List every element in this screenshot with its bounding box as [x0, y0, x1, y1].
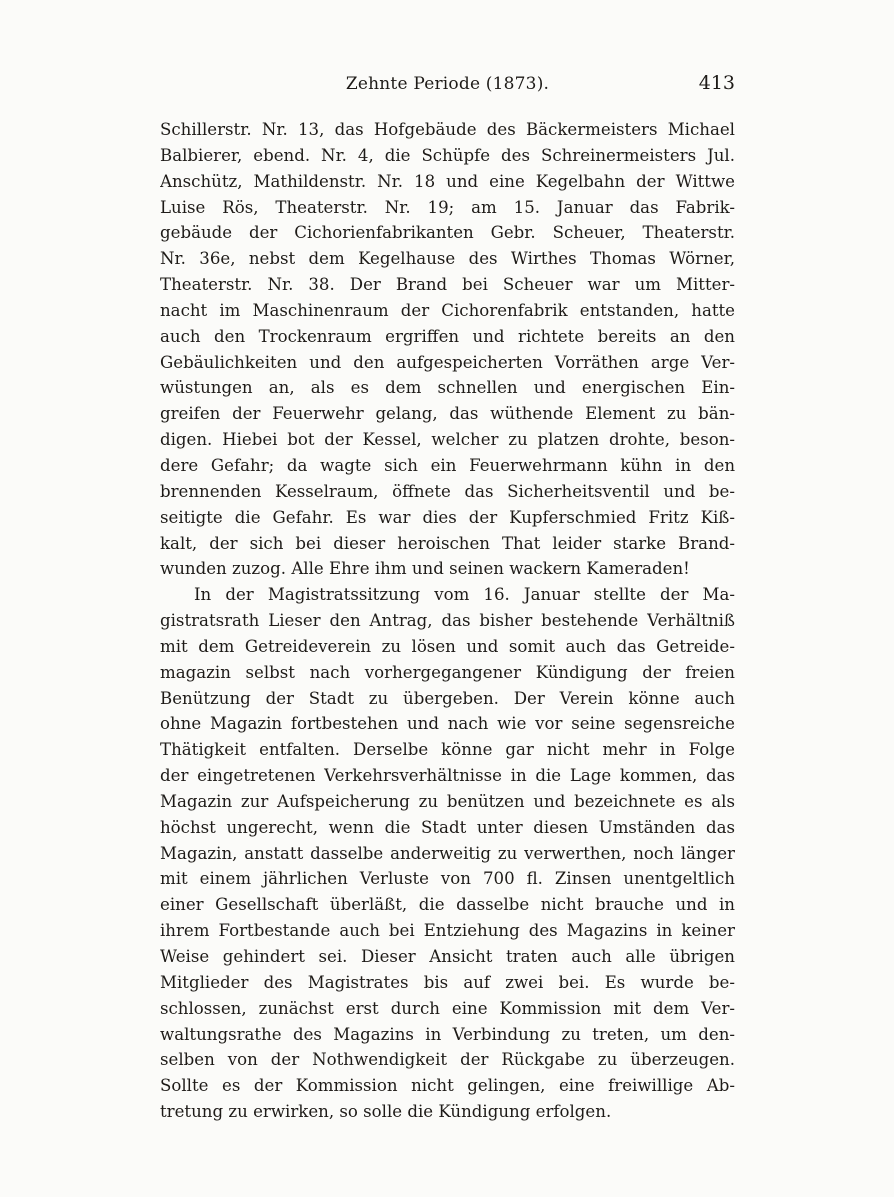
text-line: Theaterstr. Nr. 38. Der Brand bei Scheuer war um Mitter- [160, 275, 735, 295]
text-line: waltungsrathe des Magazins in Verbindung zu treten, um den- [160, 1024, 735, 1044]
text-line: digen. Hiebei bot der Kessel, welcher zu platzen drohte, beson- [160, 430, 735, 450]
text-line: gebäude der Cichorienfabrikanten Gebr. Scheuer, Theaterstr. [160, 223, 735, 243]
text-line: wüstungen an, als es dem schnellen und energischen Ein- [160, 378, 735, 398]
text-line: auch den Trockenraum ergriffen und richtete bereits an den [160, 326, 735, 346]
text-line: mit dem Getreideverein zu lösen und somit auch das Getreide- [160, 636, 735, 656]
text-line: höchst ungerecht, wenn die Stadt unter diesen Umständen das [160, 817, 735, 837]
page-number: 413 [698, 72, 735, 94]
text-line: Magazin, anstatt dasselbe anderweitig zu verwerthen, noch länger [160, 843, 735, 863]
text-line: Sollte es der Kommission nicht gelingen, eine freiwillige Ab- [160, 1076, 735, 1096]
text-line: einer Gesellschaft überläßt, die dasselbe nicht brauche und in [160, 895, 735, 915]
text-line: tretung zu erwirken, so solle die Kündigung erfolgen. [160, 1102, 612, 1122]
text-line: nacht im Maschinenraum der Cichorenfabrik entstanden, hatte [160, 300, 735, 320]
text-line: Mitglieder des Magistrates bis auf zwei bei. Es wurde be- [160, 972, 735, 992]
text-line: Thätigkeit entfalten. Derselbe könne gar nicht mehr in Folge [160, 740, 735, 760]
text-line: Weise gehindert sei. Dieser Ansicht traten auch alle übrigen [160, 947, 735, 966]
text-line: Benützung der Stadt zu übergeben. Der Verein könne auch [160, 688, 735, 708]
text-line: kalt, der sich bei dieser heroischen That leider starke Brand- [160, 533, 735, 553]
text-line: magazin selbst nach vorhergegangener Kündigung der freien [160, 662, 735, 682]
text-line: ohne Magazin fortbestehen und nach wie vor seine segensreiche [160, 714, 735, 734]
text-line: mit einem jährlichen Verluste von 700 fl. Zinsen unentgeltlich [160, 869, 735, 889]
text-line: der eingetretenen Verkehrsverhältnisse in die Lage kommen, das [160, 766, 735, 786]
text-line: In der Magistratssitzung vom 16. Januar stellte der Ma- [194, 585, 735, 605]
text-line: Gebäulichkeiten und den aufgespeicherten Vorräthen arge Ver- [160, 352, 735, 372]
text-line: selben von der Nothwendigkeit der Rückgabe zu überzeugen. [160, 1050, 735, 1070]
text-line: Schillerstr. Nr. 13, das Hofgebäude des Bäckermeisters Michael [160, 120, 735, 139]
text-line: Luise Rös, Theaterstr. Nr. 19; am 15. Januar das Fabrik- [160, 197, 735, 217]
running-title: Zehnte Periode (1873). [345, 74, 550, 94]
text-line: brennenden Kesselraum, öffnete das Sicherheitsventil und be- [160, 481, 735, 501]
text-line: ihrem Fortbestande auch bei Entziehung des Magazins in keiner [160, 921, 735, 941]
text-line: gistratsrath Lieser den Antrag, das bisher bestehende Verhältniß [160, 611, 735, 631]
body-text [160, 117, 735, 1125]
running-head [160, 70, 735, 102]
text-line: schlossen, zunächst erst durch eine Kommission mit dem Ver- [160, 998, 735, 1018]
text-line: seitigte die Gefahr. Es war dies der Kupferschmied Fritz Kiß- [160, 507, 735, 527]
text-line: dere Gefahr; da wagte sich ein Feuerwehrmann kühn in den [160, 455, 735, 475]
text-line: Magazin zur Aufspeicherung zu benützen und bezeichnete es als [160, 791, 735, 811]
text-line: Balbierer, ebend. Nr. 4, die Schüpfe des Schreinermeisters Jul. [160, 145, 735, 165]
text-line: greifen der Feuerwehr gelang, das wüthende Element zu bän- [160, 404, 735, 424]
text-line: wunden zuzog. Alle Ehre ihm und seinen wackern Kameraden! [160, 559, 690, 579]
text-line: Anschütz, Mathildenstr. Nr. 18 und eine Kegelbahn der Wittwe [160, 171, 735, 191]
text-line: Nr. 36e, nebst dem Kegelhause des Wirthes Thomas Wörner, [160, 249, 735, 269]
